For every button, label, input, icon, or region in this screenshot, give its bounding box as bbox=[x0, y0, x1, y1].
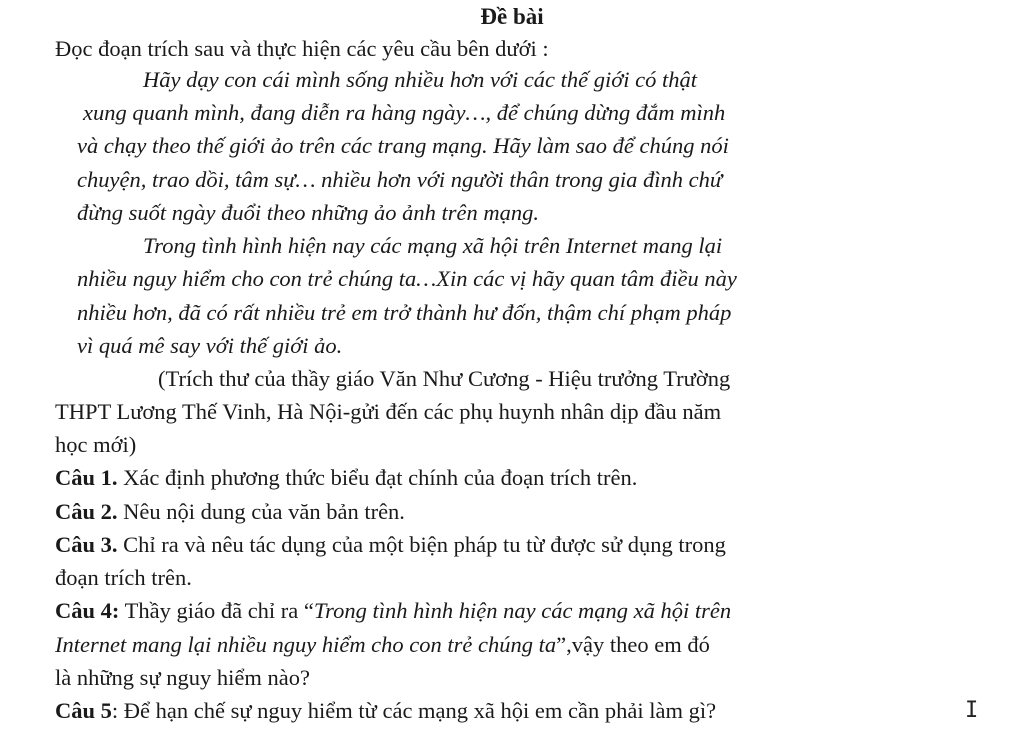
passage-line: vì quá mê say với thế giới ảo. bbox=[77, 333, 343, 358]
question-3-continued: đoạn trích trên. bbox=[55, 565, 192, 590]
question-text: Xác định phương thức biểu đạt chính của đoạn trích trên. bbox=[117, 465, 638, 490]
passage-line: Trong tình hình hiện nay các mạng xã hội trên Internet mang lại bbox=[143, 233, 723, 258]
passage-line: xung quanh mình, đang diễn ra hàng ngày…, để chúng dừng đắm mình bbox=[83, 100, 726, 125]
question-4-continued bbox=[55, 634, 710, 657]
question-3 bbox=[55, 534, 726, 557]
text-cursor-icon: I bbox=[965, 698, 979, 723]
question-4-continued: là những sự nguy hiểm nào? bbox=[55, 665, 310, 690]
question-quote: Trong tình hình hiện nay các mạng xã hội trên bbox=[313, 598, 732, 623]
question-text: Nêu nội dung của văn bản trên. bbox=[117, 499, 405, 524]
question-label: Câu 2. bbox=[55, 499, 118, 524]
passage-line: Hãy dạy con cái mình sống nhiều hơn với các thế giới có thật bbox=[143, 67, 698, 92]
question-1 bbox=[55, 467, 637, 490]
passage-line: chuyện, trao dồi, tâm sự… nhiều hơn với người thân trong gia đình chứ bbox=[77, 167, 723, 192]
source-line: học mới) bbox=[55, 432, 137, 457]
question-text: Chỉ ra và nêu tác dụng của một biện pháp tu từ được sử dụng trong bbox=[117, 532, 726, 557]
passage-line: nhiều hơn, đã có rất nhiều trẻ em trở thành hư đốn, thậm chí phạm pháp bbox=[77, 300, 732, 325]
question-label: Câu 3. bbox=[55, 532, 118, 557]
question-text: Thầy giáo đã chỉ ra “ bbox=[119, 598, 314, 623]
passage-line: và chạy theo thế giới ảo trên các trang mạng. Hãy làm sao để chúng nói bbox=[77, 133, 729, 158]
page-title: Đề bài bbox=[480, 4, 544, 29]
passage-line: đừng suốt ngày đuổi theo những ảo ảnh trên mạng. bbox=[77, 200, 540, 225]
question-label: Câu 4: bbox=[55, 598, 120, 623]
source-line: THPT Lương Thế Vinh, Hà Nội-gửi đến các phụ huynh nhân dịp đầu năm bbox=[55, 399, 722, 424]
passage-line: nhiều nguy hiểm cho con trẻ chúng ta…Xin các vị hãy quan tâm điều này bbox=[77, 266, 737, 291]
instruction: Đọc đoạn trích sau và thực hiện các yêu cầu bên dưới : bbox=[55, 36, 549, 61]
question-quote: Internet mang lại nhiều nguy hiểm cho con trẻ chúng ta bbox=[55, 632, 557, 657]
question-label: Câu 1. bbox=[55, 465, 118, 490]
question-5 bbox=[55, 700, 716, 723]
question-4 bbox=[55, 600, 731, 623]
question-text: ”,vậy theo em đó bbox=[556, 632, 710, 657]
source-line: (Trích thư của thầy giáo Văn Như Cương - Hiệu trưởng Trường bbox=[158, 366, 731, 391]
question-text: : Để hạn chế sự nguy hiểm từ các mạng xã hội em cần phải làm gì? bbox=[111, 698, 717, 723]
question-2 bbox=[55, 501, 405, 524]
question-label: Câu 5 bbox=[55, 698, 112, 723]
